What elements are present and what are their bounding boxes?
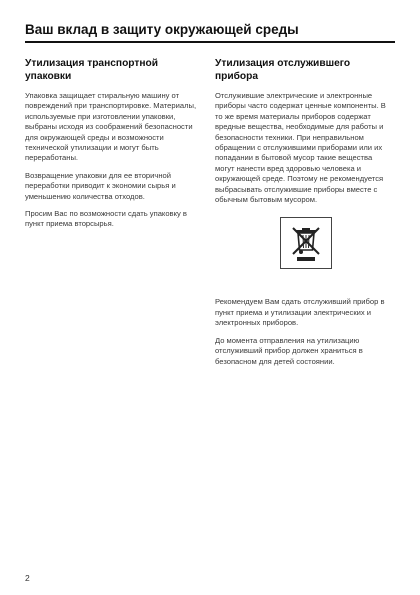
appliance-disposal-heading: Утилизация отслужившего прибора [215,58,351,82]
packaging-paragraph-3: Просим Вас по возможности сдать упаковку в пункт приема вторсырья. [25,209,187,229]
page-number: 2 [25,573,30,583]
packaging-paragraph-2: Возвращение упаковки для ее вторичной переработки приводит к экономии сырья и уменьшению количества отходов. [25,170,176,201]
page-title: Ваш вклад в защиту окружающей среды [25,22,299,37]
appliance-paragraph-2: Рекомендуем Вам сдать отслуживший прибор в пункт приема и утилизации электрических и электронных приборов. [215,297,385,328]
packaging-disposal-heading: Утилизация транспортной упаковки [25,58,159,82]
packaging-paragraph-1: Упаковка защищает стиральную машину от повреждений при транспортировке. Материалы, используемые при изготовлении упаковки, выбраны исходя из соображений безопасности для окружающей среды и возможности технической утилизации и могут быть переработаны. [25,91,197,163]
crossed-out-wheeled-bin-icon [286,223,326,263]
weee-symbol-box [280,217,332,269]
packaging-disposal-section [25,58,197,237]
appliance-disposal-section [215,58,387,374]
page-header [25,22,395,43]
header-rule [25,41,395,43]
appliance-paragraph-1: Отслужившие электрические и электронные приборы часто содержат ценные компоненты. В то же время материалы приборов содержат вредные вещества, необходимые для работы и безопасности техники. При неправильном обращении с отслужившими приборами или их попадании в бытовой мусор такие вещества могут нанести вред здоровью человека и окружающей среде. Поэтому не рекомендуется выбрасывать отслужившие приборы вместе с обычным бытовым мусором. [215,91,386,205]
appliance-paragraph-3: До момента отправления на утилизацию отслуживший прибор должен храниться в безопасном для детей состоянии. [215,335,363,366]
